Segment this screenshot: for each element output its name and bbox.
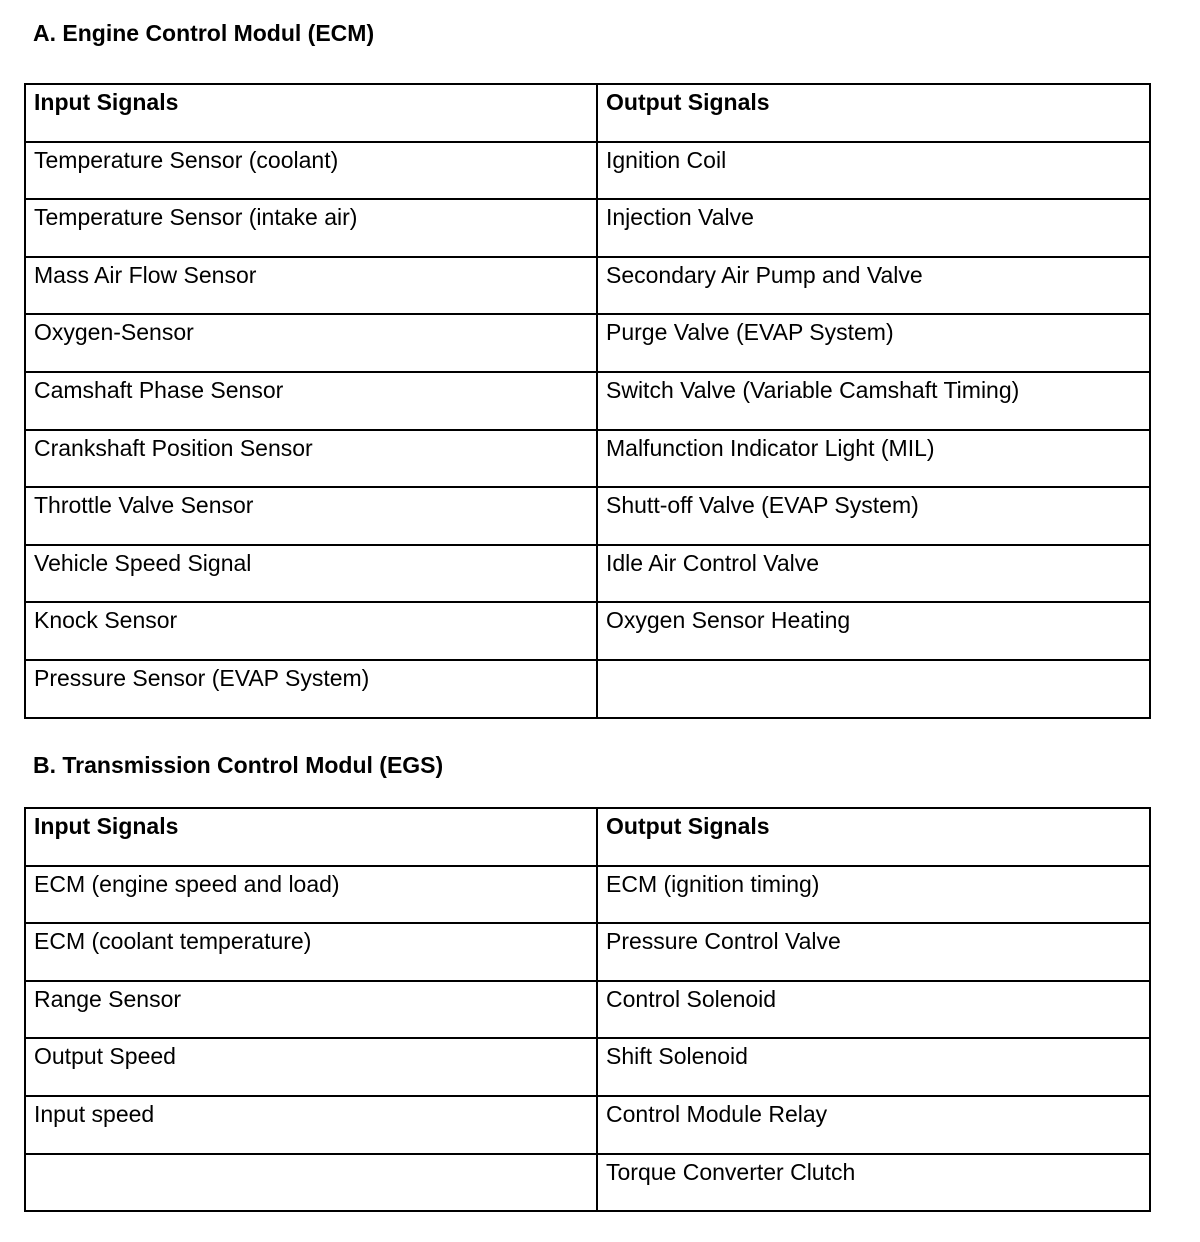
input-signal-cell: Output Speed — [25, 1038, 597, 1096]
table-row — [25, 545, 1150, 603]
input-signal-cell — [25, 1154, 597, 1212]
input-signal-cell: ECM (engine speed and load) — [25, 866, 597, 924]
ecm-signals-table — [24, 83, 1151, 719]
table-row — [25, 430, 1150, 488]
output-signal-cell: Shutt-off Valve (EVAP System) — [597, 487, 1150, 545]
table-row — [25, 372, 1150, 430]
input-signal-cell: Temperature Sensor (intake air) — [25, 199, 597, 257]
input-signal-cell: Temperature Sensor (coolant) — [25, 142, 597, 200]
input-signal-cell: Knock Sensor — [25, 602, 597, 660]
output-signal-cell: Idle Air Control Valve — [597, 545, 1150, 603]
table-row — [25, 866, 1150, 924]
section-a-title: A. Engine Control Modul (ECM) — [33, 20, 375, 46]
input-signal-cell: Vehicle Speed Signal — [25, 545, 597, 603]
output-signal-cell: ECM (ignition timing) — [597, 866, 1150, 924]
output-signal-cell: Control Solenoid — [597, 981, 1150, 1039]
table-row — [25, 199, 1150, 257]
table-row — [25, 1096, 1150, 1154]
input-signal-cell: Crankshaft Position Sensor — [25, 430, 597, 488]
output-signal-cell: Malfunction Indicator Light (MIL) — [597, 430, 1150, 488]
output-signal-cell: Shift Solenoid — [597, 1038, 1150, 1096]
input-signal-cell: Camshaft Phase Sensor — [25, 372, 597, 430]
table-row — [25, 142, 1150, 200]
section-b-title: B. Transmission Control Modul (EGS) — [33, 752, 444, 778]
output-signal-cell: Injection Valve — [597, 199, 1150, 257]
output-signal-cell: Torque Converter Clutch — [597, 1154, 1150, 1212]
input-signal-cell: Range Sensor — [25, 981, 597, 1039]
input-signal-cell: Mass Air Flow Sensor — [25, 257, 597, 315]
input-signal-cell: Throttle Valve Sensor — [25, 487, 597, 545]
table-header-row — [25, 84, 1150, 142]
output-signal-cell: Purge Valve (EVAP System) — [597, 314, 1150, 372]
table-row — [25, 923, 1150, 981]
table-row — [25, 257, 1150, 315]
table-row — [25, 981, 1150, 1039]
table-header-row — [25, 808, 1150, 866]
input-signal-cell: Input speed — [25, 1096, 597, 1154]
egs-signals-table — [24, 807, 1151, 1212]
output-signals-header: Output Signals — [597, 808, 1150, 866]
input-signals-header: Input Signals — [25, 84, 597, 142]
input-signal-cell: ECM (coolant temperature) — [25, 923, 597, 981]
table-row — [25, 1038, 1150, 1096]
table-row — [25, 1154, 1150, 1212]
output-signal-cell: Pressure Control Valve — [597, 923, 1150, 981]
output-signal-cell: Ignition Coil — [597, 142, 1150, 200]
table-row — [25, 602, 1150, 660]
input-signals-header: Input Signals — [25, 808, 597, 866]
output-signal-cell: Oxygen Sensor Heating — [597, 602, 1150, 660]
input-signal-cell: Pressure Sensor (EVAP System) — [25, 660, 597, 718]
output-signal-cell: Switch Valve (Variable Camshaft Timing) — [597, 372, 1150, 430]
output-signals-header: Output Signals — [597, 84, 1150, 142]
table-row — [25, 314, 1150, 372]
output-signal-cell — [597, 660, 1150, 718]
input-signal-cell: Oxygen-Sensor — [25, 314, 597, 372]
output-signal-cell: Control Module Relay — [597, 1096, 1150, 1154]
output-signal-cell: Secondary Air Pump and Valve — [597, 257, 1150, 315]
table-row — [25, 660, 1150, 718]
table-row — [25, 487, 1150, 545]
